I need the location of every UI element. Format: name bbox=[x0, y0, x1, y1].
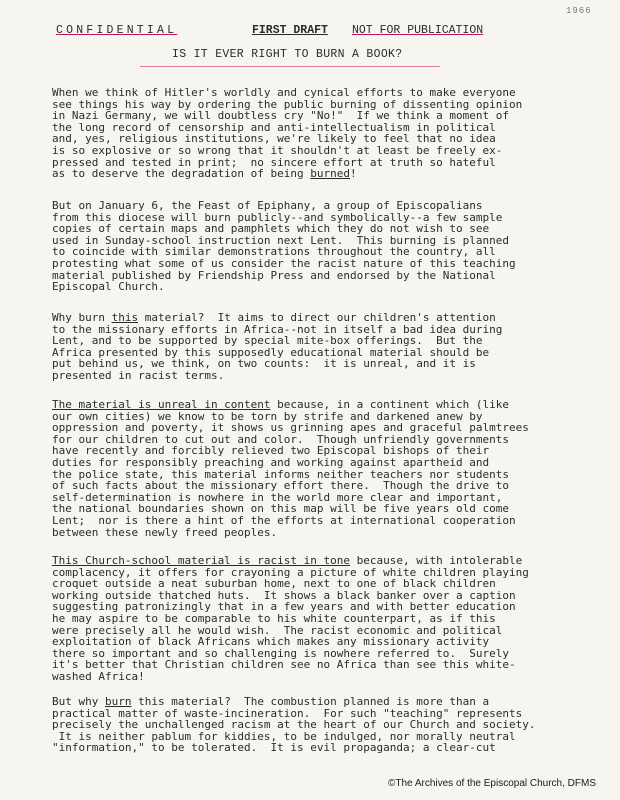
text-line: the police state, this material informs neither teachers nor students bbox=[52, 467, 509, 481]
corner-note: 1966 bbox=[566, 6, 592, 16]
text-line: the national boundaries shown on this map will be five years old come bbox=[52, 502, 509, 516]
document-title: IS IT EVER RIGHT TO BURN A BOOK? bbox=[172, 48, 403, 61]
not-for-publication-label: NOT FOR PUBLICATION bbox=[352, 24, 484, 37]
paragraph-4 bbox=[52, 399, 592, 538]
paragraph-3 bbox=[52, 312, 592, 382]
text-line: This Church-school material is racist in tone because, with intolerable bbox=[52, 554, 523, 567]
text-line: duties for responsibly preaching and working against apartheid and bbox=[52, 455, 490, 469]
text-line: he may aspire to be comparable to his white counterpart, as if this bbox=[52, 611, 496, 625]
text-line: But why burn this material? The combustion planned is more than a bbox=[52, 695, 490, 708]
text-line: Lent; nor is there a hint of the efforts at international cooperation bbox=[52, 513, 516, 527]
text-line: practical matter of waste-incineration. For such "teaching" represents bbox=[52, 706, 523, 720]
text-line: complacency, it offers for crayoning a picture of white children playing bbox=[52, 565, 529, 579]
text-line: It is neither pablum for kiddies, to be indulged, nor morally neutral bbox=[52, 729, 516, 743]
text-line: Why burn this material? It aims to direct our children's attention bbox=[52, 311, 496, 324]
text-line: When we think of Hitler's worldly and cynical efforts to make everyone bbox=[52, 86, 516, 99]
archive-credit: ©The Archives of the Episcopal Church, DFMS bbox=[388, 778, 597, 789]
title-underline bbox=[140, 66, 440, 67]
text-line: suggesting patronizingly that in a few years and with better education bbox=[52, 600, 516, 614]
text-line: see things his way by ordering the public burning of dissenting opinion bbox=[52, 97, 523, 111]
paragraph-2 bbox=[52, 200, 592, 293]
text-line: oppression and poverty, it shows us grinning apes and graceful palmtrees bbox=[52, 421, 529, 435]
paragraph-5 bbox=[52, 555, 592, 683]
text-line: copies of certain maps and pamphlets which they do not wish to see bbox=[52, 222, 490, 236]
text-line: croquet outside a neat suburban home, next to one of black children bbox=[52, 577, 496, 591]
text-line: it's better that Christian children see no Africa than see this white- bbox=[52, 658, 516, 672]
text-line: were precisely all he would wish. The racist economic and political bbox=[52, 623, 503, 637]
text-line: Episcopal Church. bbox=[52, 280, 165, 294]
text-line: in Nazi Germany, we will doubtless cry "No!" If we think a moment of bbox=[52, 109, 509, 123]
confidential-label: CONFIDENTIAL bbox=[56, 24, 178, 37]
text-line: Lent, and to be supported by special mite-box offerings. But the bbox=[52, 334, 483, 348]
text-line: our own cities) we know to be torn by strife and darkened anew by bbox=[52, 409, 483, 423]
text-line: Africa presented by this supposedly educational material should be bbox=[52, 345, 490, 359]
first-draft-label: FIRST DRAFT bbox=[252, 24, 328, 37]
text-line: and, yes, religious institutions, we're likely to feel that no idea bbox=[52, 132, 496, 146]
text-line: put behind us, we think, on two counts: it is unreal, and it is bbox=[52, 357, 476, 371]
text-line: as to deserve the degradation of being burned! bbox=[52, 167, 357, 181]
text-line: to coincide with similar demonstrations throughout the country, all bbox=[52, 245, 496, 259]
text-line: for our children to cut out and color. Though unfriendly governments bbox=[52, 432, 509, 446]
text-line: presented in racist terms. bbox=[52, 368, 225, 382]
text-line: pressed and tested in print; no sincere effort at truth so hateful bbox=[52, 155, 496, 169]
text-line: there so important and so challenging is nowhere referred to. Surely bbox=[52, 646, 509, 660]
text-line: The material is unreal in content because, in a continent which (like bbox=[52, 398, 509, 411]
text-line: to the missionary efforts in Africa--not in itself a bad idea during bbox=[52, 322, 503, 336]
text-line: the long record of censorship and anti-intellectualism in political bbox=[52, 120, 496, 134]
text-line: used in Sunday-school instruction next Lent. This burning is planned bbox=[52, 233, 509, 247]
text-line: have recently and forcibly relieved two Episcopal bishops of their bbox=[52, 444, 490, 458]
paragraph-1 bbox=[52, 87, 592, 180]
text-line: working outside thatched huts. It shows a black banker over a caption bbox=[52, 588, 516, 602]
text-line: washed Africa! bbox=[52, 669, 145, 683]
text-line: material published by Friendship Press and endorsed by the National bbox=[52, 268, 496, 282]
document-header bbox=[56, 24, 526, 42]
text-line: precisely the unchallenged racism at the heart of our Church and society. bbox=[52, 718, 536, 732]
paragraph-6 bbox=[52, 696, 592, 754]
text-line: exploitation of black Africans which makes any missionary activity bbox=[52, 635, 490, 649]
text-line: self-determination is nowhere in the world more clear and important, bbox=[52, 490, 503, 504]
text-line: "information," to be tolerated. It is evil propaganda; a clear-cut bbox=[52, 741, 496, 755]
text-line: between these newly freed peoples. bbox=[52, 525, 278, 539]
text-line: from this diocese will burn publicly--and symbolically--a few sample bbox=[52, 210, 503, 224]
text-line: But on January 6, the Feast of Epiphany, a group of Episcopalians bbox=[52, 199, 483, 212]
text-line: is so explosive or so wrong that it shouldn't at least be freely ex- bbox=[52, 143, 503, 157]
text-line: protesting what some of us consider the racist nature of this teaching bbox=[52, 256, 516, 270]
text-line: of such facts about the missionary effort there. Though the drive to bbox=[52, 479, 509, 493]
